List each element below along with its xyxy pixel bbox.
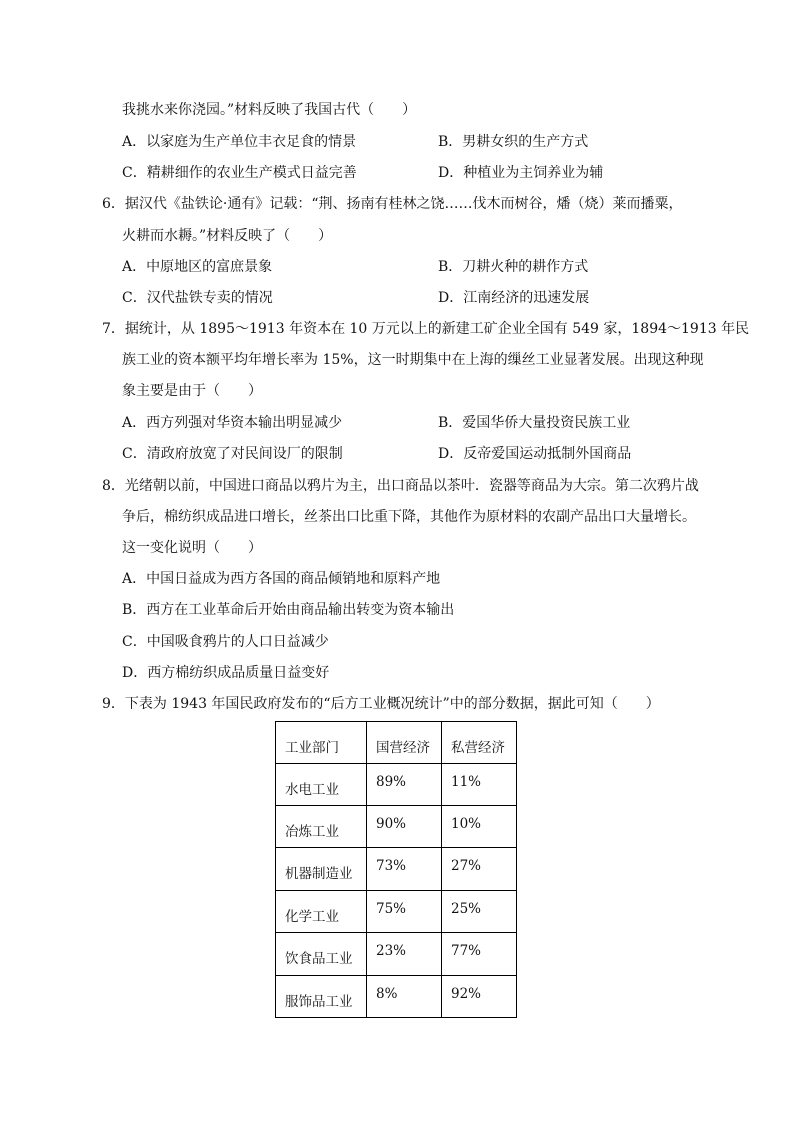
q6-stem-line-2: 火耕而水耨。”材料反映了（ ） — [122, 228, 333, 244]
table-cell: 服饰品工业 — [276, 976, 367, 1018]
q5-option-c[interactable]: C．精耕细作的农业生产模式日益完善 — [122, 165, 357, 181]
table-cell: 8% — [367, 976, 442, 1018]
q8-stem-line-1: 8．光绪朝以前，中国进口商品以鸦片为主，出口商品以茶叶．瓷器等商品为大宗。第二次鸦片战 — [102, 478, 699, 494]
table-cell: 25% — [442, 891, 517, 933]
table-cell: 化学工业 — [276, 891, 367, 933]
table-cell: 27% — [442, 848, 517, 891]
q8-option-a[interactable]: A．中国日益成为西方各国的商品倾销地和原料产地 — [122, 571, 441, 587]
q7-stem-line-3: 象主要是由于（ ） — [122, 383, 262, 399]
q8-stem-line-2: 争后，棉纺织成品进口增长，丝茶出口比重下降，其他作为原材料的农副产品出口大量增长。 — [122, 509, 696, 525]
header-cell-state: 国营经济 — [367, 722, 442, 764]
q7-option-d[interactable]: D．反帝爱国运动抵制外国商品 — [438, 446, 632, 462]
table-cell: 23% — [367, 933, 442, 976]
table-row — [276, 848, 517, 891]
table-row — [276, 764, 517, 806]
q8-option-c[interactable]: C．中国吸食鸦片的人口日益减少 — [122, 634, 329, 650]
q7-option-b[interactable]: B．爱国华侨大量投资民族工业 — [438, 415, 631, 431]
table-cell: 饮食品工业 — [276, 933, 367, 976]
table-cell: 89% — [367, 764, 442, 806]
q8-option-d[interactable]: D．西方棉纺织成品质量日益变好 — [122, 665, 330, 681]
table-cell: 11% — [442, 764, 517, 806]
q9-stem-line-1: 9．下表为 1943 年国民政府发布的“后方工业概况统计”中的部分数据，据此可知（ ） — [102, 696, 660, 712]
table-cell: 水电工业 — [276, 764, 367, 806]
table-row — [276, 806, 517, 848]
q7-option-a[interactable]: A．西方列强对华资本输出明显减少 — [122, 415, 343, 431]
q7-stem-line-1: 7．据统计，从 1895～1913 年资本在 10 万元以上的新建工矿企业全国有 549 家，1894～1913 年民 — [102, 321, 750, 337]
q5-option-a[interactable]: A．以家庭为生产单位丰衣足食的情景 — [122, 134, 357, 150]
table-row — [276, 891, 517, 933]
table-cell: 10% — [442, 806, 517, 848]
table-cell: 73% — [367, 848, 442, 891]
header-cell-private: 私营经济 — [442, 722, 517, 764]
table-cell: 90% — [367, 806, 442, 848]
table-cell: 77% — [442, 933, 517, 976]
table-row — [276, 933, 517, 976]
q6-option-d[interactable]: D．江南经济的迅速发展 — [438, 290, 590, 306]
header-cell-sector: 工业部门 — [276, 722, 367, 764]
table-cell: 75% — [367, 891, 442, 933]
q5-stem-continuation: 我挑水来你浇园。”材料反映了我国古代（ ） — [122, 102, 417, 118]
q6-option-c[interactable]: C．汉代盐铁专卖的情况 — [122, 290, 273, 306]
table-cell: 92% — [442, 976, 517, 1018]
q8-option-b[interactable]: B．西方在工业革命后开始由商品输出转变为资本输出 — [122, 602, 455, 618]
table-row — [276, 976, 517, 1018]
q5-option-b[interactable]: B．男耕女织的生产方式 — [438, 134, 589, 150]
q6-option-b[interactable]: B．刀耕火种的耕作方式 — [438, 259, 589, 275]
q5-option-d[interactable]: D．种植业为主饲养业为辅 — [438, 165, 604, 181]
table-header-row — [276, 722, 517, 764]
industry-stats-table — [275, 721, 517, 1018]
q6-stem-line-1: 6．据汉代《盐铁论·通有》记载：“荆、扬南有桂林之饶……伐木而树谷，燔（烧）莱而播粟， — [102, 196, 683, 212]
q6-option-a[interactable]: A．中原地区的富庶景象 — [122, 259, 273, 275]
table-cell: 冶炼工业 — [276, 806, 367, 848]
q8-stem-line-3: 这一变化说明（ ） — [122, 540, 262, 556]
q7-option-c[interactable]: C．清政府放宽了对民间设厂的限制 — [122, 446, 343, 462]
q7-stem-line-2: 族工业的资本额平均年增长率为 15%，这一时期集中在上海的缫丝工业显著发展。出现这种现 — [122, 352, 704, 368]
table-cell: 机器制造业 — [276, 848, 367, 891]
